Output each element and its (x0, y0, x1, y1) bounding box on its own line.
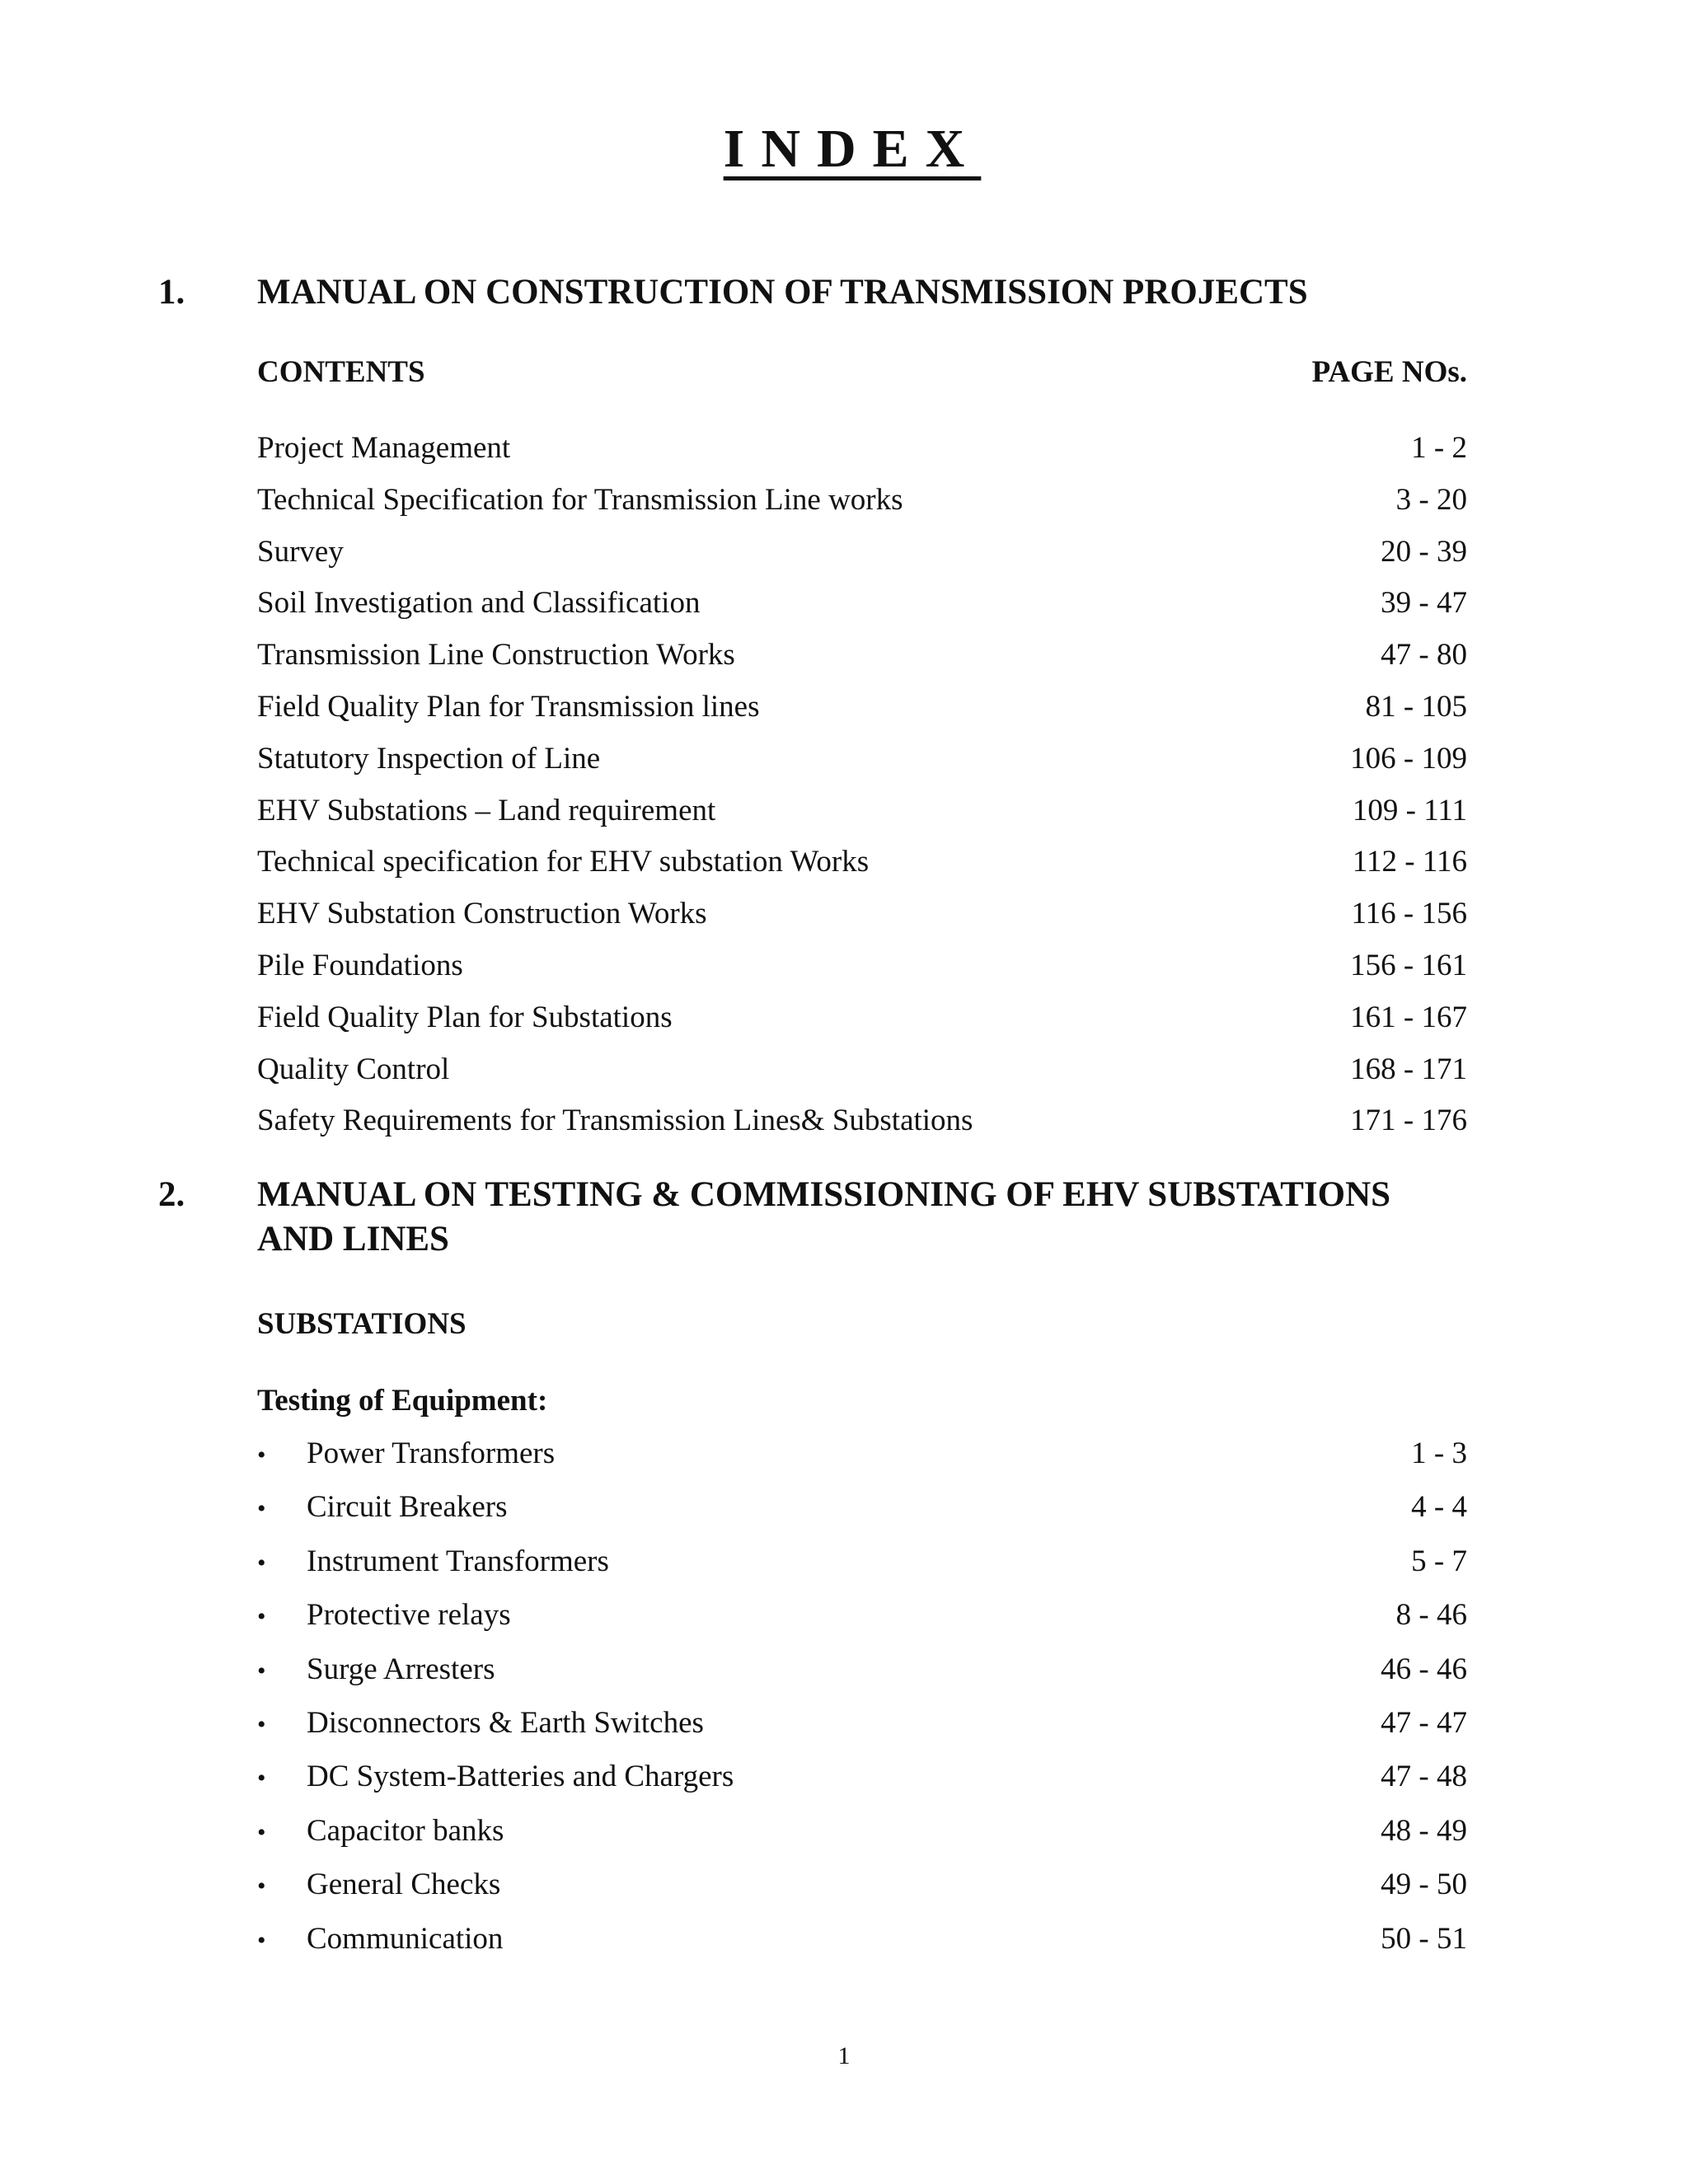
section-1-title: MANUAL ON CONSTRUCTION OF TRANSMISSION PROJECTS (257, 273, 1308, 312)
contents-entry (257, 691, 760, 722)
contents-row (257, 433, 1467, 485)
contents-row (257, 534, 1467, 588)
contents-entry (257, 846, 869, 877)
equipment-entry (257, 1546, 609, 1577)
contents-page-range: 39 - 47 (1381, 586, 1467, 621)
equipment-row (257, 1546, 1467, 1600)
contents-page-range: 109 - 111 (1352, 793, 1467, 827)
bullet-icon: • (257, 1926, 266, 1954)
contents-entry (257, 795, 715, 826)
contents-entry (257, 1105, 973, 1136)
contents-entry (257, 586, 701, 621)
equipment-label: Protective relays (307, 1598, 511, 1633)
equipment-page-range: 49 - 50 (1381, 1868, 1467, 1902)
contents-entry (257, 482, 903, 517)
equipment-entry (257, 1921, 504, 1956)
contents-label: Soil Investigation and Classification (257, 586, 701, 621)
equipment-row (257, 1654, 1467, 1708)
page-number: 1 (837, 2042, 851, 2069)
equipment-entry (257, 1490, 508, 1525)
equipment-row (257, 1438, 1467, 1492)
section-2-number: 2. (158, 1175, 185, 1214)
contents-entry (257, 1054, 449, 1085)
equipment-row (257, 1600, 1467, 1653)
bullet-icon: • (257, 1818, 266, 1846)
page-title (0, 119, 1688, 179)
contents-label: Project Management (257, 431, 511, 465)
equipment-page-range: 4 - 4 (1411, 1490, 1467, 1525)
section-2-title (257, 1173, 1510, 1262)
equipment-page-range: 8 - 46 (1395, 1598, 1467, 1633)
contents-row (257, 898, 1467, 950)
contents-entry (257, 898, 707, 929)
contents-page-range: 171 - 176 (1350, 1104, 1467, 1138)
equipment-row (257, 1705, 1467, 1761)
section-1-number: 1. (158, 273, 185, 312)
equipment-row (257, 1813, 1467, 1869)
bullet-icon: • (257, 1441, 266, 1469)
contents-row (257, 691, 1467, 743)
index-title-text: INDEX (723, 119, 982, 179)
contents-row (257, 950, 1467, 1002)
bullet-icon: • (257, 1495, 266, 1523)
contents-page-range: 1 - 2 (1411, 431, 1467, 465)
section-2-equipment-list (257, 1438, 1467, 1977)
contents-entry (257, 534, 344, 569)
equipment-page-range: 47 - 47 (1381, 1705, 1467, 1740)
section-2-title-line-1: MANUAL ON TESTING & COMMISSIONING OF EHV SUBSTATIONS (257, 1175, 1391, 1214)
testing-of-equipment-label: Testing of Equipment: (257, 1384, 548, 1418)
contents-page-range: 20 - 39 (1381, 534, 1467, 569)
equipment-label: Circuit Breakers (307, 1490, 508, 1525)
contents-label: Statutory Inspection of Line (257, 741, 601, 776)
contents-label: Survey (257, 534, 344, 569)
contents-page-range: 116 - 156 (1351, 897, 1467, 931)
equipment-row (257, 1869, 1467, 1923)
contents-label: Field Quality Plan for Substations (257, 1000, 673, 1034)
bullet-icon: • (257, 1549, 266, 1577)
contents-page-range: 3 - 20 (1395, 482, 1467, 517)
contents-row (257, 1105, 1467, 1157)
contents-label: Field Quality Plan for Transmission lines (257, 689, 760, 724)
equipment-entry (257, 1438, 555, 1469)
equipment-page-range: 47 - 48 (1381, 1760, 1467, 1794)
contents-page-range: 112 - 116 (1352, 845, 1467, 879)
contents-label: Quality Control (257, 1052, 450, 1086)
contents-page-range: 161 - 167 (1350, 1000, 1467, 1034)
contents-entry (257, 433, 510, 463)
bullet-icon: • (257, 1657, 266, 1685)
contents-label: Transmission Line Construction Works (257, 638, 735, 673)
equipment-label: Instrument Transformers (307, 1544, 609, 1578)
contents-row (257, 588, 1467, 640)
equipment-page-range: 50 - 51 (1381, 1921, 1467, 1956)
page-numbers-column-header: PAGE NOs. (1311, 355, 1467, 389)
contents-label: EHV Substations – Land requirement (257, 793, 716, 827)
contents-column-header: CONTENTS (257, 355, 425, 389)
contents-label: Pile Foundations (257, 948, 463, 982)
section-2-title-line-2: AND LINES (257, 1220, 449, 1258)
bullet-icon: • (257, 1765, 266, 1793)
contents-page-range: 168 - 171 (1350, 1052, 1467, 1086)
equipment-row (257, 1492, 1467, 1545)
equipment-page-range: 5 - 7 (1411, 1544, 1467, 1578)
contents-row (257, 743, 1467, 795)
contents-entry (257, 1002, 673, 1033)
contents-row (257, 482, 1467, 537)
substations-subheading: SUBSTATIONS (257, 1307, 467, 1341)
equipment-label: Surge Arresters (307, 1652, 495, 1686)
contents-row (257, 640, 1467, 691)
section-1-contents-list (257, 433, 1467, 1157)
contents-page-range: 81 - 105 (1365, 689, 1467, 724)
equipment-label: Disconnectors & Earth Switches (307, 1705, 704, 1740)
contents-label: Technical specification for EHV substation Works (257, 845, 870, 879)
equipment-entry (257, 1869, 500, 1900)
equipment-page-range: 48 - 49 (1381, 1813, 1467, 1848)
contents-label: Technical Specification for Transmission Line works (257, 482, 903, 517)
bullet-icon: • (257, 1710, 266, 1738)
contents-entry (257, 743, 600, 774)
equipment-label: Power Transformers (307, 1436, 556, 1470)
equipment-entry (257, 1813, 504, 1848)
contents-row (257, 1054, 1467, 1106)
contents-page-range: 156 - 161 (1350, 948, 1467, 982)
equipment-label: Capacitor banks (307, 1813, 504, 1848)
bullet-icon: • (257, 1872, 266, 1900)
equipment-entry (257, 1654, 495, 1685)
equipment-row (257, 1921, 1467, 1977)
equipment-label: General Checks (307, 1868, 501, 1902)
equipment-entry (257, 1761, 734, 1792)
equipment-entry (257, 1598, 511, 1633)
contents-page-range: 106 - 109 (1350, 741, 1467, 776)
contents-label: Safety Requirements for Transmission Lines& Substations (257, 1104, 973, 1138)
equipment-label: Communication (307, 1921, 504, 1956)
contents-label: EHV Substation Construction Works (257, 897, 707, 931)
contents-row (257, 795, 1467, 847)
bullet-icon: • (257, 1603, 266, 1631)
equipment-page-range: 46 - 46 (1381, 1652, 1467, 1686)
contents-row (257, 846, 1467, 898)
equipment-entry (257, 1705, 704, 1740)
contents-entry (257, 950, 463, 981)
equipment-page-range: 1 - 3 (1411, 1436, 1467, 1470)
contents-page-range: 47 - 80 (1381, 638, 1467, 673)
equipment-label: DC System-Batteries and Chargers (307, 1760, 734, 1794)
contents-row (257, 1002, 1467, 1054)
equipment-row (257, 1761, 1467, 1815)
contents-entry (257, 638, 735, 673)
